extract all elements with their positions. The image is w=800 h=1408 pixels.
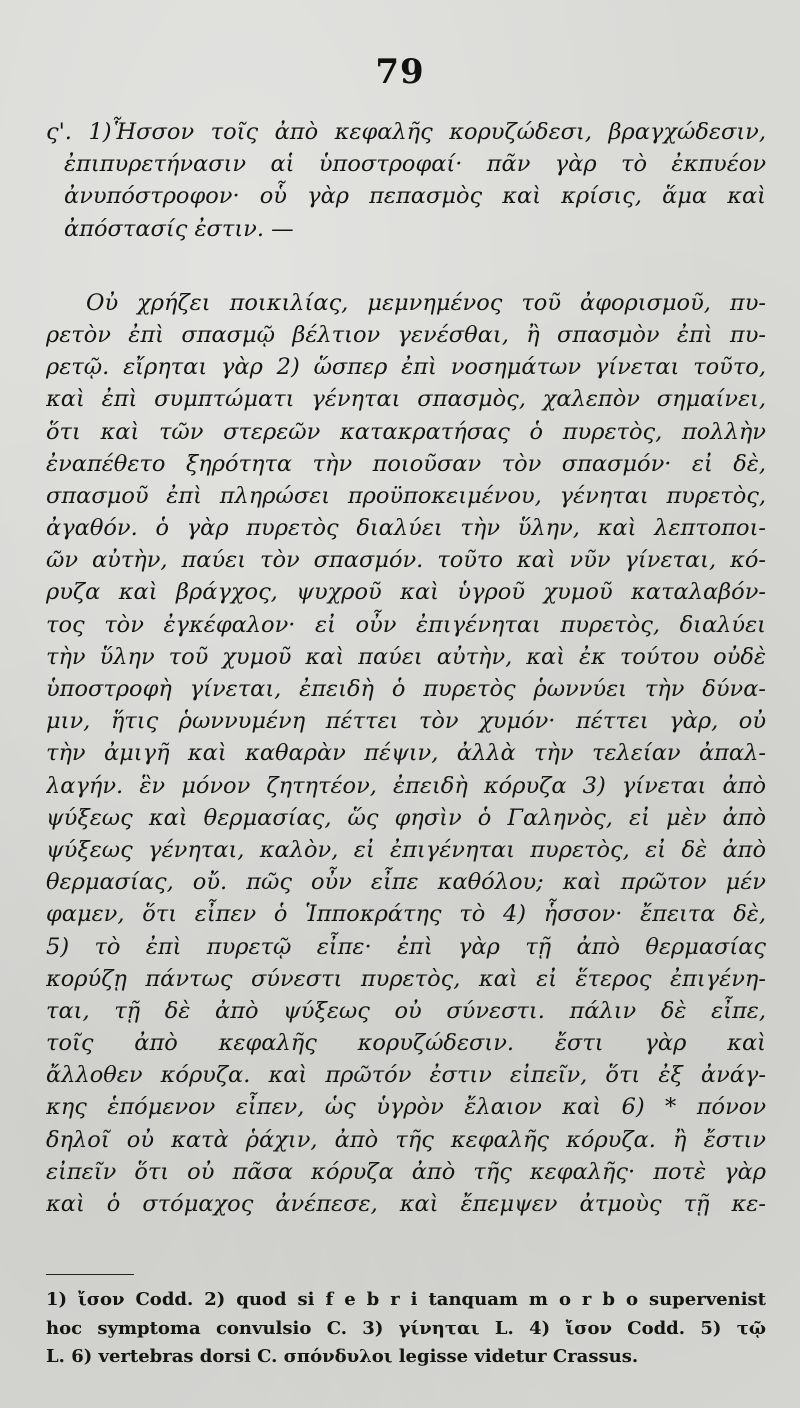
text-line: ἐπιπυρετήνασιν αἱ ὑποστροφαί· πᾶν γὰρ τὸ ἐκπυέον (64, 151, 766, 178)
text-line: εἰπεῖν ὅτι οὐ πᾶσα κόρυζα ἀπὸ τῆς κεφαλῆς· ποτὲ γὰρ (46, 1158, 766, 1185)
text-line: ἀγαθόν. ὁ γὰρ πυρετὸς διαλύει τὴν ὕλην, καὶ λεπτοποι- (46, 515, 766, 542)
text-line: σπασμοῦ ἐπὶ πληρώσει προϋποκειμένου, γένηται πυρετὸς, (46, 482, 766, 509)
text-line: Οὐ χρήζει ποικιλίας, μεμνημένος τοῦ ἀφορισμοῦ, πυ- (86, 289, 766, 316)
text-line: ψύξεως γένηται, καλὸν, εἰ ἐπιγένηται πυρετὸς, εἰ δὲ ἀπὸ (46, 836, 766, 863)
text-line: ρετὸν ἐπὶ σπασμῷ βέλτιον γενέσθαι, ἢ σπασμὸν ἐπὶ πυ- (46, 321, 766, 348)
text-line: ρετῷ. εἴρηται γὰρ 2) ὥσπερ ἐπὶ νοσημάτων γίνεται τοῦτο, (46, 354, 766, 381)
footnotes (46, 1286, 766, 1372)
paragraph-gap (46, 245, 766, 287)
text-line: τὴν ὕλην τοῦ χυμοῦ καὶ παύει αὐτὴν, καὶ ἐκ τούτου οὐδὲ (46, 643, 766, 670)
text-line: ς'. 1)Ἧσσον τοῖς ἀπὸ κεφαλῆς κορυζώδεσι, βραγχώδεσιν, (46, 119, 766, 145)
footnote-line: hoc symptoma convulsio C. 3) γίνηται L. 4) ἴσον Codd. 5) τῷ (46, 1317, 766, 1339)
text-line: 5) τὸ ἐπὶ πυρετῷ εἶπε· ἐπὶ γὰρ τῇ ἀπὸ θερμασίας (46, 933, 766, 960)
footnote-line: L. 6) vertebras dorsi C. σπόνδυλοι legisse videtur Crassus. (46, 1346, 639, 1367)
text-line: καὶ ὁ στόμαχος ἀνέπεσε, καὶ ἔπεμψεν ἀτμοὺς τῇ κε- (46, 1191, 766, 1217)
text-line: ἄλλοθεν κόρυζα. καὶ πρῶτόν ἐστιν εἰπεῖν, ὅτι ἐξ ἀνάγ- (46, 1062, 766, 1089)
text-line: θερμασίας, οὔ. πῶς οὖν εἶπε καθόλου; καὶ πρῶτον μέν (46, 869, 766, 896)
footnote-divider (46, 1274, 134, 1275)
text-line: ψύξεως καὶ θερμασίας, ὥς φησὶν ὁ Γαληνὸς, εἰ μὲν ἀπὸ (46, 804, 766, 831)
text-line: ἐναπέθετο ξηρότητα τὴν ποιοῦσαν τὸν σπασμόν· εἰ δὲ, (46, 450, 766, 477)
text-line: τὴν ἀμιγῆ καὶ καθαρὰν πέψιν, ἀλλὰ τὴν τελείαν ἀπαλ- (46, 740, 766, 767)
text-line: ἀνυπόστροφον· οὗ γὰρ πεπασμὸς καὶ κρίσις, ἅμα καὶ (64, 183, 766, 210)
main-text (46, 116, 766, 1220)
text-line: κης ἑπόμενον εἶπεν, ὡς ὑγρὸν ἔλαιον καὶ 6) * πόνον (46, 1094, 766, 1121)
footnote-line: 1) ἴσον Codd. 2) quod si f e b r i tanquam m o r b o supervenist (46, 1289, 766, 1310)
text-line: μιν, ἥτις ῥωννυμένη πέττει τὸν χυμόν· πέττει γὰρ, οὐ (46, 708, 766, 735)
text-line: τος τὸν ἐγκέφαλον· εἰ οὖν ἐπιγένηται πυρετὸς, διαλύει (46, 611, 766, 638)
page-number: 79 (375, 52, 425, 92)
text-line: λαγήν. ἓν μόνον ζητητέον, ἐπειδὴ κόρυζα 3) γίνεται ἀπὸ (46, 772, 766, 799)
text-line: δηλοῖ οὐ κατὰ ῥάχιν, ἀπὸ τῆς κεφαλῆς κόρυζα. ἢ ἔστιν (46, 1126, 766, 1153)
text-line: καὶ ἐπὶ συμπτώματι γένηται σπασμὸς, χαλεπὸν σημαίνει, (46, 386, 766, 413)
text-line: ρυζα καὶ βράγχος, ψυχροῦ καὶ ὑγροῦ χυμοῦ καταλαβόν- (46, 579, 766, 606)
text-line: τοῖς ἀπὸ κεφαλῆς κορυζώδεσιν. ἔστι γὰρ καὶ (46, 1030, 766, 1057)
text-line: κορύζῃ πάντως σύνεστι πυρετὸς, καὶ εἰ ἕτερος ἐπιγένη- (46, 965, 766, 992)
text-line: ὅτι καὶ τῶν στερεῶν κατακρατήσας ὁ πυρετὸς, πολλὴν (46, 418, 766, 445)
text-line: ῶν αὐτὴν, παύει τὸν σπασμόν. τοῦτο καὶ νῦν γίνεται, κό- (46, 547, 766, 574)
text-line: ὑποστροφὴ γίνεται, ἐπειδὴ ὁ πυρετὸς ῥωννύει τὴν δύνα- (46, 676, 766, 702)
text-line: ἀπόστασίς ἐστιν. — (64, 215, 294, 242)
text-line: φαμεν, ὅτι εἶπεν ὁ Ἱπποκράτης τὸ 4) ἧσσον· ἔπειτα δὲ, (46, 901, 766, 928)
text-line: ται, τῇ δὲ ἀπὸ ψύξεως οὐ σύνεστι. πάλιν δὲ εἶπε, (46, 997, 766, 1024)
